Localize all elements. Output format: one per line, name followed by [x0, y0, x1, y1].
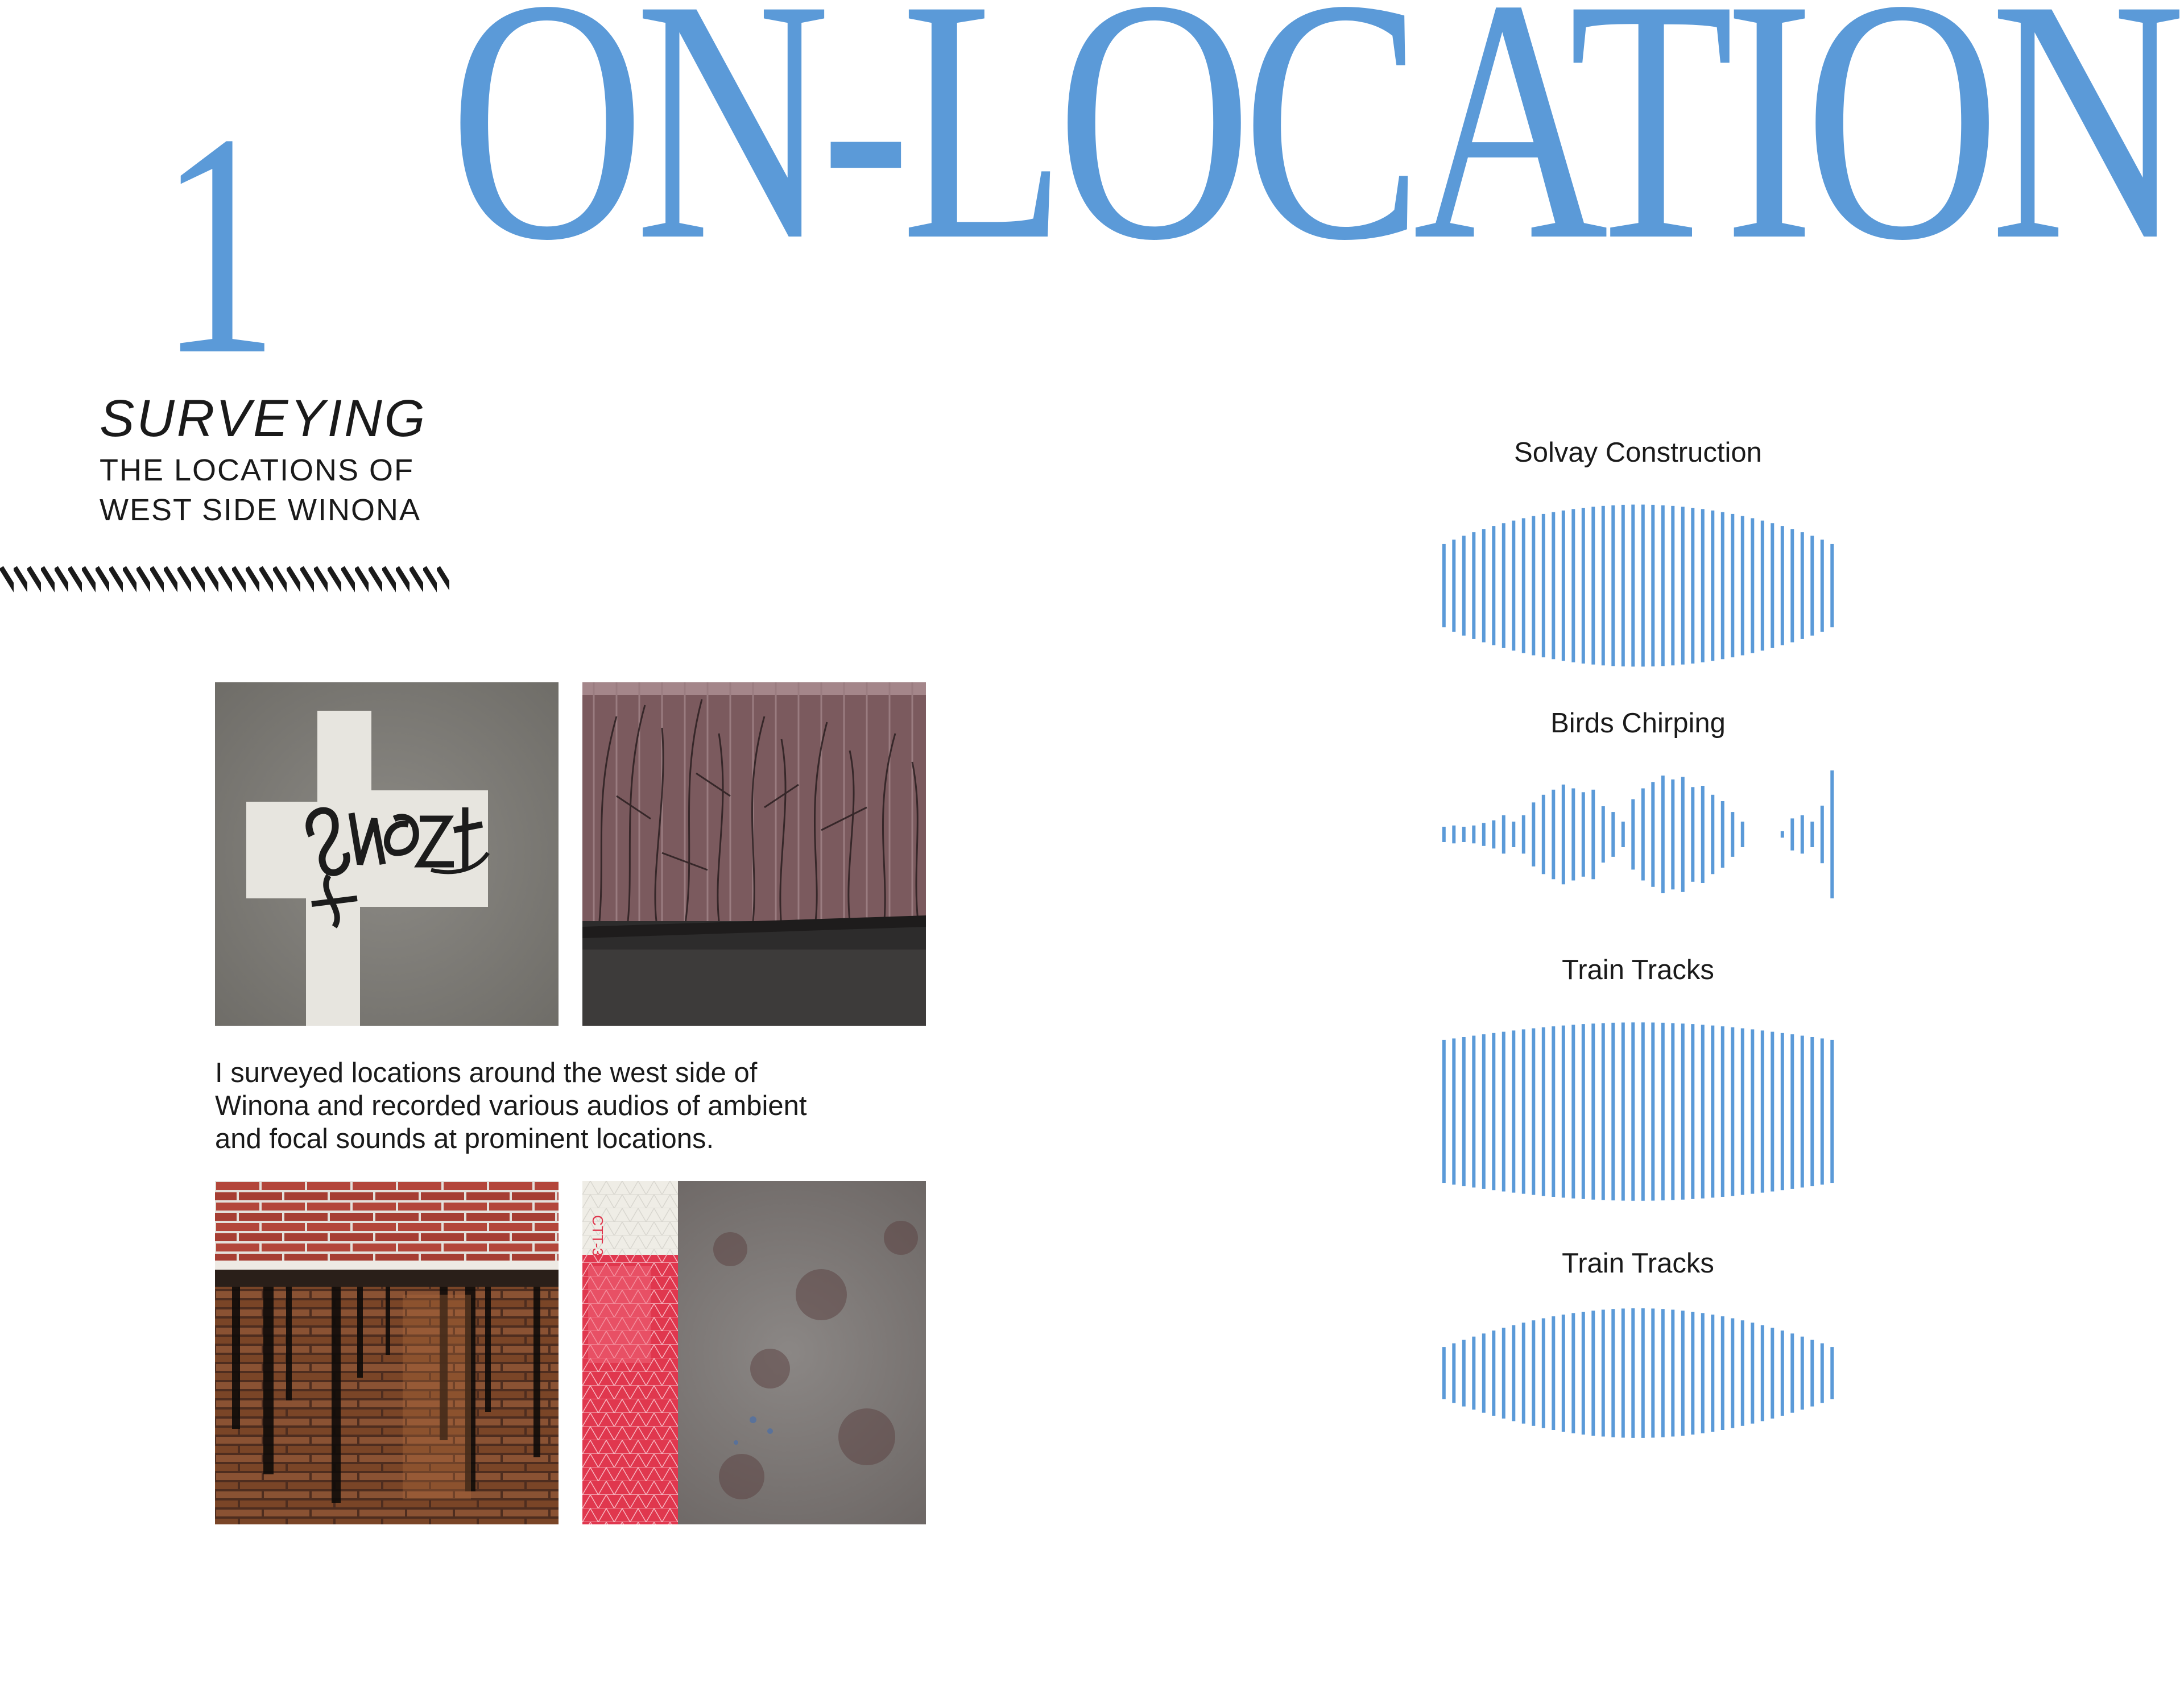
waveform-bar: [1532, 1029, 1535, 1195]
waveform-bar: [1552, 512, 1555, 660]
waveform-bar: [1622, 822, 1625, 847]
waveform-bar: [1821, 540, 1824, 632]
waveform-bar: [1482, 1333, 1486, 1412]
waveform-birds-chirping[interactable]: [1439, 770, 1837, 898]
waveform-bar: [1571, 1025, 1575, 1198]
waveform-bar: [1771, 1032, 1774, 1192]
waveform-bar: [1731, 1319, 1734, 1428]
waveform-bar: [1810, 1037, 1814, 1186]
waveform-bar: [1761, 1030, 1764, 1192]
waveform-bar: [1781, 1033, 1784, 1190]
waveform-bar: [1462, 536, 1466, 636]
waveform-bar: [1482, 823, 1486, 846]
waveform-bar: [1542, 1027, 1545, 1196]
waveform-bar: [1582, 508, 1585, 664]
waveform-bar: [1512, 822, 1515, 847]
waveform-bar: [1571, 1313, 1575, 1433]
waveform-bar: [1622, 1022, 1625, 1200]
waveform-bar: [1691, 1312, 1694, 1435]
waveform-bar: [1781, 526, 1784, 645]
waveform-bar: [1462, 1037, 1466, 1186]
waveform-bar: [1452, 826, 1455, 844]
waveform-bar: [1622, 505, 1625, 666]
waveform-bar: [1641, 505, 1645, 667]
rusty-metal-photo: [582, 1181, 926, 1524]
waveform-bar: [1472, 826, 1475, 844]
waveform-bar: [1721, 512, 1724, 660]
waveform-bar: [1671, 780, 1674, 890]
waveform-bar: [1790, 1034, 1794, 1189]
waveform-bar: [1472, 532, 1475, 639]
waveform-bar: [1821, 1038, 1824, 1184]
waveform-solvay-construction[interactable]: [1439, 500, 1837, 671]
waveform-bar: [1591, 507, 1595, 664]
waveform-bar: [1452, 540, 1455, 632]
waveform-bar: [1741, 1029, 1744, 1195]
waveform-bar: [1462, 1340, 1466, 1407]
waveform-bar: [1442, 544, 1446, 627]
waveform-bar: [1790, 1333, 1794, 1412]
waveform-bar: [1661, 1023, 1665, 1200]
waveform-bar: [1532, 802, 1535, 867]
waveform-bar: [1741, 516, 1744, 656]
waveform-bar: [1711, 1026, 1714, 1198]
waveform-bar: [1602, 806, 1605, 863]
waveform-bar: [1830, 544, 1834, 627]
description-line-1: I surveyed locations around the west side of: [215, 1058, 758, 1088]
waveform-bar: [1671, 506, 1674, 666]
waveform-bar: [1741, 1320, 1744, 1426]
waveform-bar: [1711, 511, 1714, 661]
waveform-bar: [1442, 827, 1446, 842]
waveform-bar: [1462, 827, 1466, 842]
waveform-bar: [1691, 787, 1694, 882]
waveform-bar: [1472, 1036, 1475, 1188]
waveform-bar: [1681, 1023, 1685, 1200]
waveform-bar: [1691, 508, 1694, 664]
waveform-bar: [1671, 1309, 1674, 1436]
waveform-bar: [1830, 1040, 1834, 1183]
waveform-bar: [1631, 505, 1635, 667]
waveform-bar: [1552, 1316, 1555, 1430]
hatched-divider: [0, 564, 449, 598]
waveform-bar: [1582, 1312, 1585, 1435]
waveform-bar: [1611, 812, 1615, 857]
waveform-bar: [1801, 1036, 1804, 1188]
waveform-bar: [1641, 1308, 1645, 1438]
recording-label-train-1: Train Tracks: [1562, 955, 1714, 985]
subtitle-line-1: THE LOCATIONS OF: [100, 453, 415, 487]
waveform-bar: [1591, 790, 1595, 880]
subtitle-line-2: WEST SIDE WINONA: [100, 493, 421, 527]
waveform-bar: [1591, 1023, 1595, 1200]
waveform-bar: [1522, 1029, 1525, 1193]
waveform-bar: [1492, 1033, 1495, 1190]
waveform-bar: [1631, 1308, 1635, 1438]
waveform-bar: [1721, 1316, 1724, 1430]
waveform-bar: [1801, 1337, 1804, 1410]
waveform-bar: [1602, 1023, 1605, 1200]
waveform-bar: [1552, 790, 1555, 880]
waveform-bar: [1701, 1025, 1705, 1198]
waveform-train-tracks-2[interactable]: [1439, 1305, 1837, 1441]
waveform-bar: [1691, 1024, 1694, 1199]
waveform-bar: [1661, 505, 1665, 666]
waveform-bar: [1641, 789, 1645, 881]
sticker-text: CTT-3: [589, 1215, 606, 1257]
recording-label-train-2: Train Tracks: [1562, 1248, 1714, 1279]
waveform-bar: [1701, 509, 1705, 662]
waveform-bar: [1731, 1027, 1734, 1196]
waveform-train-tracks-1[interactable]: [1439, 1021, 1837, 1203]
waveform-bar: [1651, 782, 1654, 887]
waveform-bar: [1611, 1309, 1615, 1437]
waveform-bar: [1751, 1029, 1754, 1193]
description: [215, 1056, 954, 1155]
waveform-bar: [1502, 523, 1505, 648]
waveform-bar: [1502, 815, 1505, 854]
waveform-bar: [1452, 1344, 1455, 1403]
waveform-bar: [1582, 792, 1585, 877]
waveform-bar: [1681, 507, 1685, 664]
waveform-bar: [1801, 815, 1804, 854]
waveform-bar: [1522, 815, 1525, 854]
waveform-bar: [1512, 1325, 1515, 1421]
waveform-bar: [1492, 820, 1495, 849]
waveform-bar: [1602, 506, 1605, 666]
waveform-bar: [1442, 1347, 1446, 1399]
waveform-bar: [1512, 521, 1515, 651]
waveform-bar: [1651, 505, 1654, 666]
waveform-bar: [1651, 1308, 1654, 1437]
waveform-bar: [1542, 514, 1545, 657]
waveform-bar: [1821, 806, 1824, 863]
waveform-bar: [1562, 511, 1565, 661]
waveform-bar: [1810, 1340, 1814, 1407]
waveform-bar: [1741, 822, 1744, 847]
waveform-bar: [1801, 532, 1804, 639]
waveform-bar: [1542, 795, 1545, 874]
waveform-bar: [1661, 776, 1665, 893]
waveform-bar: [1830, 770, 1834, 898]
subtitle-emphasis: SURVEYING: [100, 389, 428, 447]
waveform-bar: [1442, 1040, 1446, 1183]
waveform-bar: [1492, 526, 1495, 645]
waveform-bar: [1502, 1328, 1505, 1419]
waveform-bar: [1810, 822, 1814, 847]
waveform-bar: [1681, 777, 1685, 892]
waveform-bar: [1472, 1337, 1475, 1410]
waveform-bar: [1502, 1032, 1505, 1192]
waveform-bar: [1641, 1022, 1645, 1201]
waveform-bar: [1711, 795, 1714, 874]
waveform-bar: [1512, 1030, 1515, 1192]
chapter-number: 1: [159, 68, 279, 421]
waveform-bar: [1532, 1320, 1535, 1426]
waveform-bar: [1591, 1311, 1595, 1436]
brick-wall-photo: [215, 1181, 559, 1524]
waveform-bar: [1731, 812, 1734, 857]
waveform-bar: [1571, 509, 1575, 662]
waveform-bar: [1790, 818, 1794, 850]
description-line-3: and focal sounds at prominent locations.: [215, 1124, 714, 1154]
waveform-bar: [1482, 529, 1486, 642]
waveform-bar: [1562, 1315, 1565, 1432]
vine-wall-photo: [582, 682, 926, 1026]
waveform-bar: [1771, 1328, 1774, 1419]
waveform-bar: [1492, 1330, 1495, 1416]
waveform-bar: [1751, 1323, 1754, 1424]
waveform-bar: [1671, 1023, 1674, 1200]
waveform-bar: [1821, 1344, 1824, 1403]
waveform-bar: [1751, 518, 1754, 653]
waveform-bar: [1571, 789, 1575, 881]
waveform-bar: [1562, 1026, 1565, 1198]
waveform-bar: [1721, 801, 1724, 868]
recording-label-birds: Birds Chirping: [1550, 708, 1726, 739]
waveform-bar: [1611, 1023, 1615, 1200]
waveform-bar: [1781, 1330, 1784, 1416]
waveform-bar: [1810, 536, 1814, 636]
waveform-bar: [1631, 1022, 1635, 1201]
waveform-bar: [1711, 1315, 1714, 1432]
description-line-2: Winona and recorded various audios of ambient: [215, 1091, 807, 1121]
waveform-bar: [1452, 1038, 1455, 1184]
waveform-bar: [1781, 831, 1784, 838]
waveform-bar: [1721, 1026, 1724, 1197]
waveform-bar: [1562, 785, 1565, 885]
waveform-bar: [1830, 1347, 1834, 1399]
waveform-bar: [1701, 786, 1705, 883]
waveform-bar: [1661, 1309, 1665, 1437]
waveform-bar: [1681, 1311, 1685, 1436]
waveform-bar: [1602, 1309, 1605, 1436]
waveform-bar: [1701, 1313, 1705, 1433]
waveform-bar: [1532, 516, 1535, 656]
waveform-bar: [1611, 505, 1615, 666]
waveform-bar: [1761, 521, 1764, 651]
page-title: ON-LOCATION: [449, 0, 2176, 312]
waveform-bar: [1522, 518, 1525, 653]
waveform-bar: [1552, 1026, 1555, 1197]
waveform-bar: [1651, 1022, 1654, 1200]
waveform-bar: [1482, 1034, 1486, 1189]
graffiti-cross-photo: [215, 682, 559, 1026]
waveform-bar: [1731, 514, 1734, 657]
waveform-bar: [1542, 1319, 1545, 1428]
waveform-bar: [1631, 799, 1635, 870]
waveform-bar: [1761, 1325, 1764, 1421]
waveform-bar: [1622, 1308, 1625, 1437]
waveform-bar: [1522, 1323, 1525, 1424]
waveform-bar: [1790, 529, 1794, 642]
waveform-bar: [1771, 523, 1774, 648]
recording-label-solvay: Solvay Construction: [1514, 437, 1762, 468]
waveform-bar: [1582, 1024, 1585, 1199]
